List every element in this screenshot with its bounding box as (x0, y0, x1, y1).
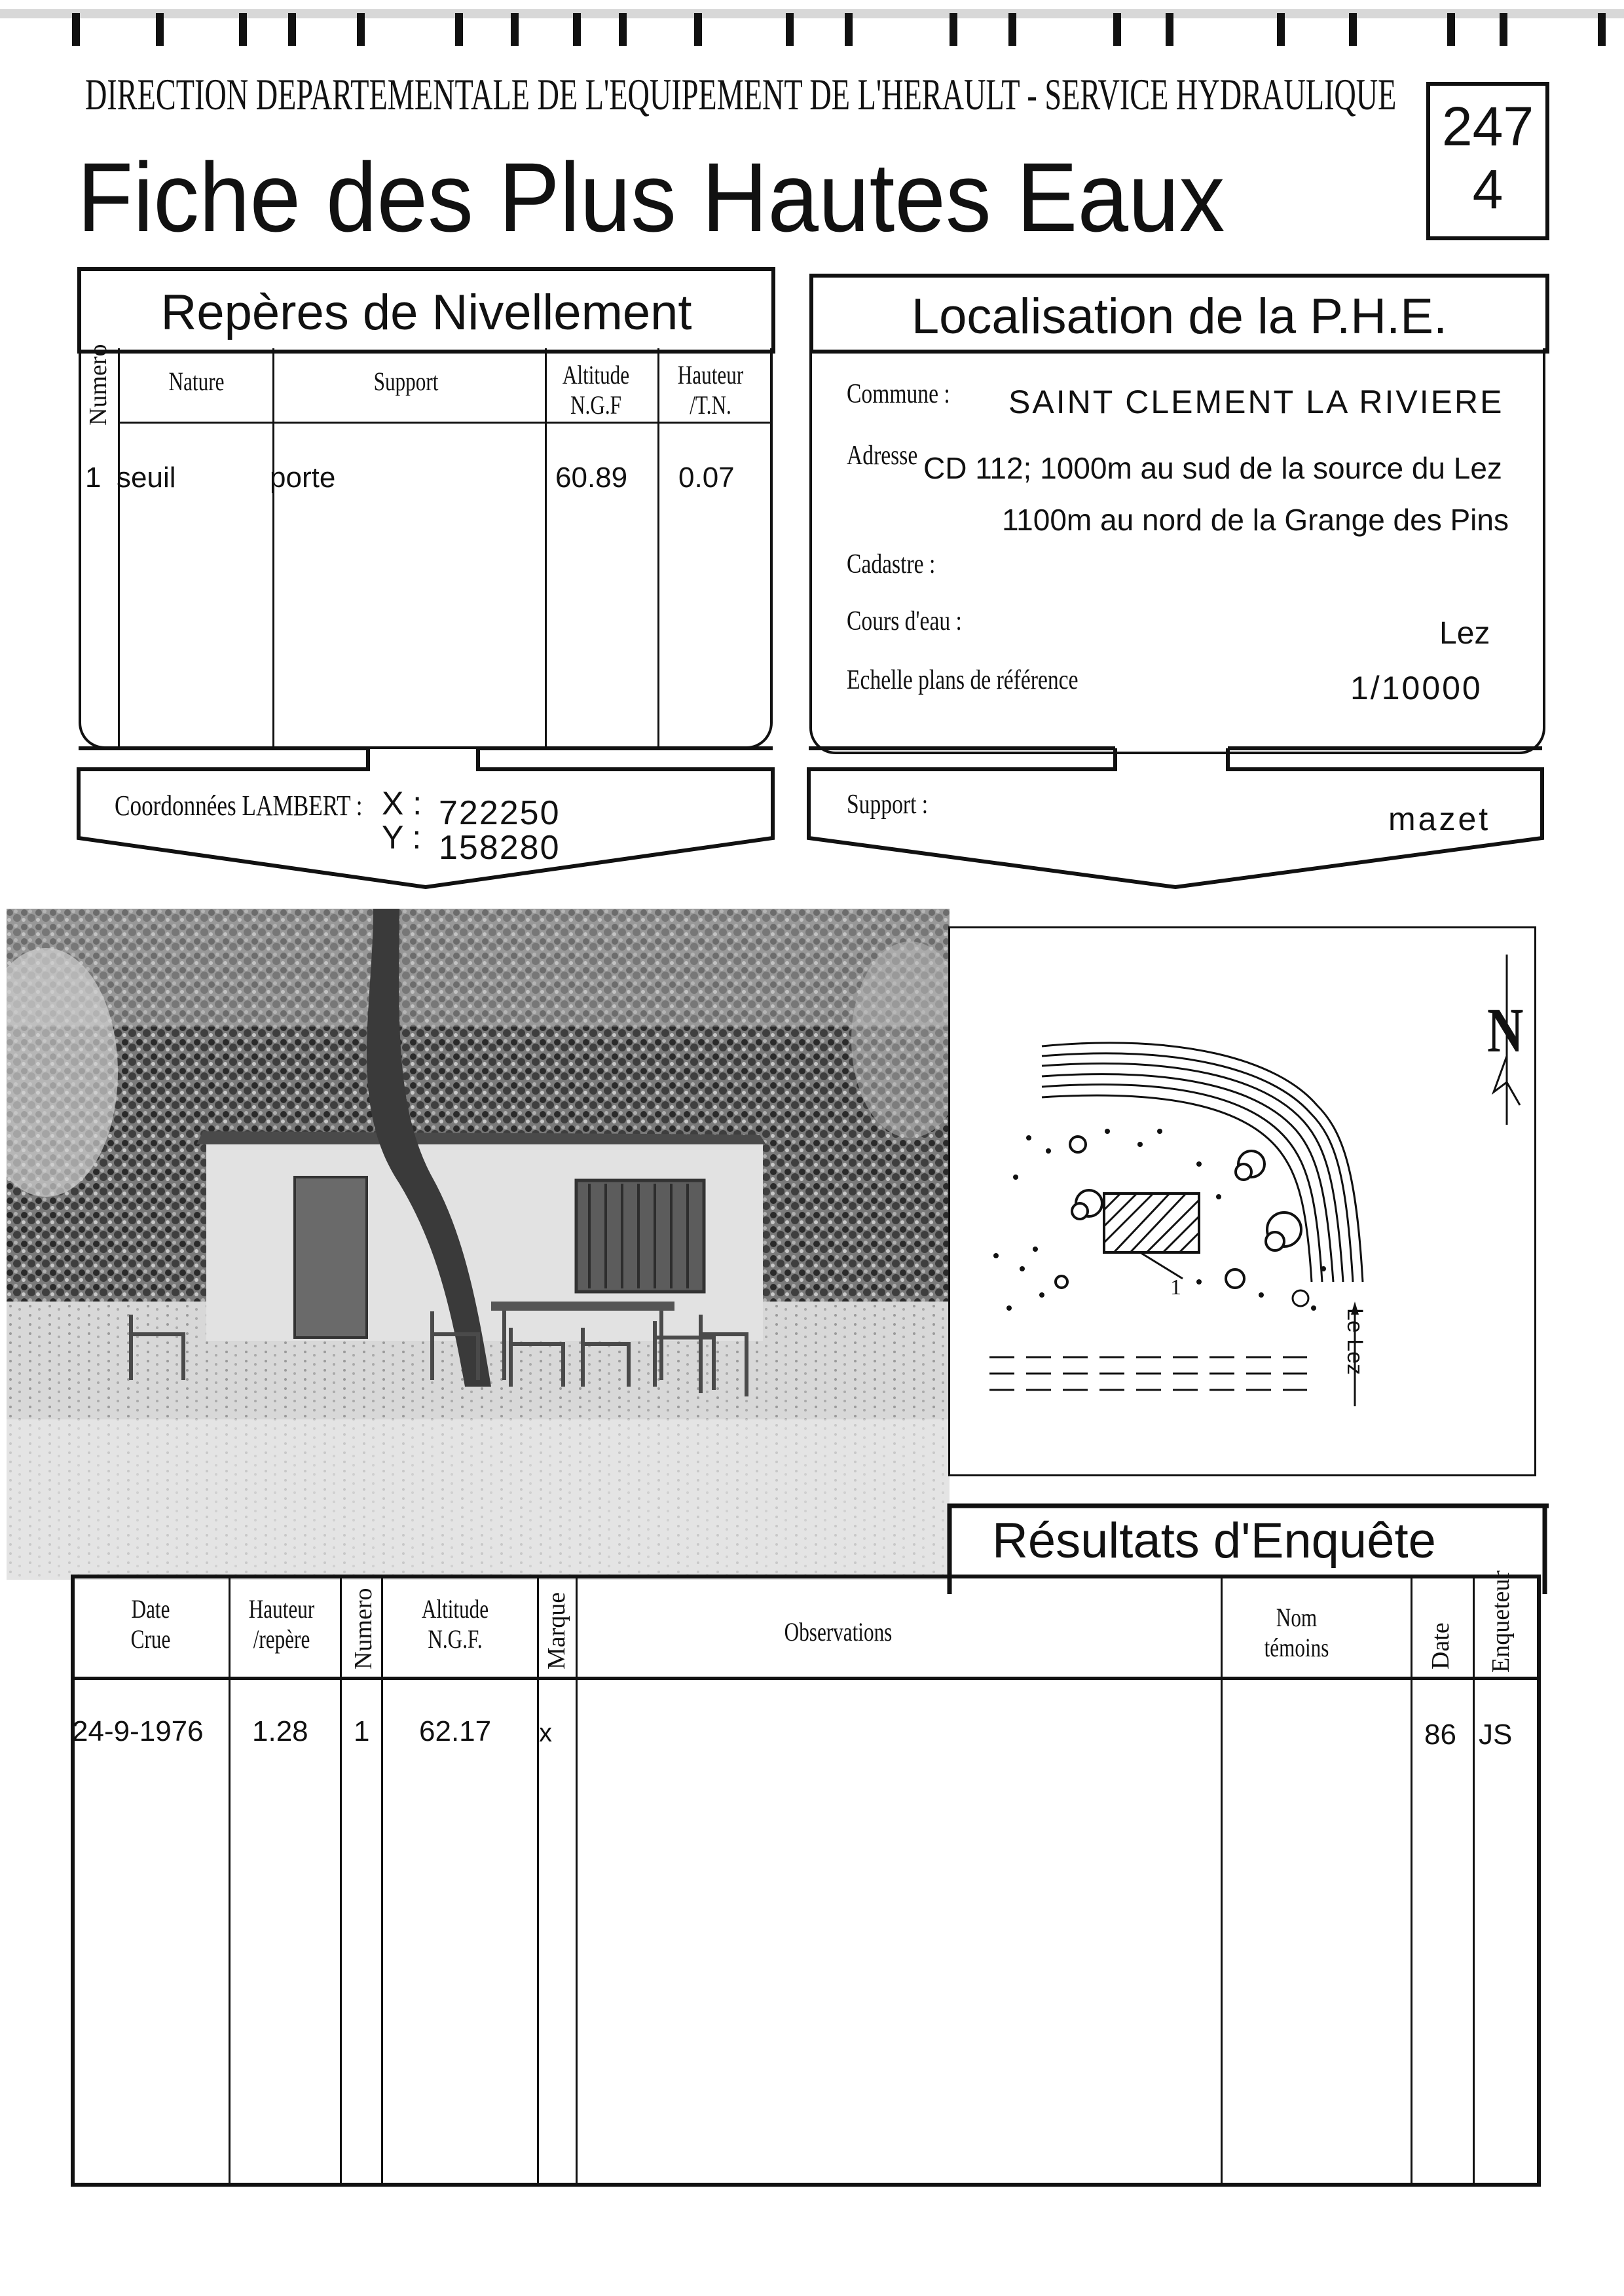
reperes-col-support: Support (373, 367, 439, 396)
resultats-row-marque: x (539, 1719, 552, 1747)
commune-label: Commune : (847, 379, 950, 409)
reperes-header-sep (118, 422, 773, 424)
river-label: Le Lez (1342, 1308, 1367, 1376)
reperes-col-sep (272, 348, 274, 746)
reperes-col-altitude: Altitude N.G.F (562, 360, 630, 420)
resultats-col-hauteur: Hauteur /repère (248, 1594, 315, 1654)
lambert-x-value: 722250 (439, 794, 561, 832)
reperes-title-box (77, 267, 775, 354)
echelle-value: 1/10000 (1350, 670, 1483, 706)
resultats-row-date-crue: 24-9-1976 (72, 1715, 204, 1747)
support-value: mazet (1388, 801, 1491, 837)
resultats-col-enqueteur: Enqueteur (1487, 1570, 1515, 1673)
resultats-col-sep (340, 1578, 342, 2183)
resultats-col-sep (1221, 1578, 1223, 2183)
direction-header: DIRECTION DEPARTEMENTALE DE L'EQUIPEMENT DE L'HERAULT - SERVICE HYDRAULIQUE (85, 69, 1397, 119)
reperes-col-sep (657, 348, 659, 746)
resultats-row-date: 86 (1424, 1719, 1456, 1751)
lambert-y-label: Y : (382, 819, 422, 856)
resultats-header-sep (75, 1677, 1537, 1680)
resultats-col-nom: Nom témoins (1264, 1603, 1329, 1662)
reperes-row-altitude: 60.89 (555, 462, 628, 494)
resultats-col-sep (537, 1578, 539, 2183)
localisation-title-box (809, 274, 1549, 354)
adresse-line1: CD 112; 1000m au sud de la source du Lez (923, 451, 1502, 485)
resultats-col-sep (1473, 1578, 1475, 2183)
resultats-col-altitude: Altitude N.G.F. (421, 1594, 489, 1654)
resultats-col-sep (229, 1578, 231, 2183)
photo-illustration (7, 909, 950, 1580)
reperes-title: Repères de Nivellement (160, 285, 692, 340)
resultats-row-enqueteur: JS (1479, 1719, 1513, 1751)
lambert-y-value: 158280 (439, 829, 561, 867)
echelle-label: Echelle plans de référence (847, 665, 1079, 695)
resultats-col-numero: Numero (350, 1588, 377, 1669)
cadastre-label: Cadastre : (847, 549, 936, 579)
reperes-row-numero: 1 (85, 462, 101, 494)
resultats-col-sep (576, 1578, 578, 2183)
binding-strip (0, 0, 1624, 52)
location-map (948, 926, 1536, 1476)
lambert-label: Coordonnées LAMBERT : (115, 790, 363, 822)
north-label: N (1487, 995, 1524, 1065)
adresse-line2: 1100m au nord de la Grange des Pins (1002, 503, 1509, 537)
lambert-x-label: X : (382, 785, 422, 822)
reperes-col-sep (545, 348, 547, 746)
resultats-row-hauteur: 1.28 (252, 1715, 308, 1747)
resultats-col-observations: Observations (784, 1617, 893, 1647)
page-title: Fiche des Plus Hautes Eaux (77, 142, 1225, 252)
reperes-col-nature: Nature (168, 367, 225, 396)
photo-mazet (7, 909, 950, 1580)
reference-box (1426, 82, 1549, 240)
cours-value: Lez (1439, 616, 1490, 651)
reperes-col-hauteur: Hauteur /T.N. (677, 360, 744, 420)
resultats-row-numero: 1 (354, 1715, 370, 1747)
resultats-title: Résultats d'Enquête (992, 1513, 1436, 1569)
resultats-row-altitude: 62.17 (419, 1715, 492, 1747)
resultats-col-sep (1411, 1578, 1412, 2183)
localisation-title: Localisation de la P.H.E. (911, 289, 1448, 344)
binding-holes (0, 0, 1624, 52)
reperes-col-numero: Numero (84, 344, 112, 426)
reperes-table (79, 348, 773, 749)
reference-number: 247 (1441, 96, 1534, 157)
resultats-col-date-crue: Date Crue (130, 1594, 171, 1654)
resultats-table (71, 1575, 1541, 2187)
reperes-row-support: porte (270, 462, 336, 494)
cours-label: Cours d'eau : (847, 606, 962, 636)
map-drawing (950, 928, 1534, 1474)
resultats-col-date: Date (1427, 1622, 1454, 1669)
reperes-row-nature: seuil (117, 462, 176, 494)
adresse-label: Adresse (847, 441, 918, 471)
commune-value: SAINT CLEMENT LA RIVIERE (1008, 384, 1504, 420)
reference-sub: 4 (1472, 158, 1504, 220)
map-marker-label: 1 (1170, 1275, 1181, 1300)
support-label: Support : (847, 790, 929, 820)
reperes-col-sep (118, 348, 120, 746)
resultats-col-sep (381, 1578, 383, 2183)
reperes-row-hauteur: 0.07 (678, 462, 735, 494)
resultats-col-marque: Marque (543, 1592, 570, 1669)
